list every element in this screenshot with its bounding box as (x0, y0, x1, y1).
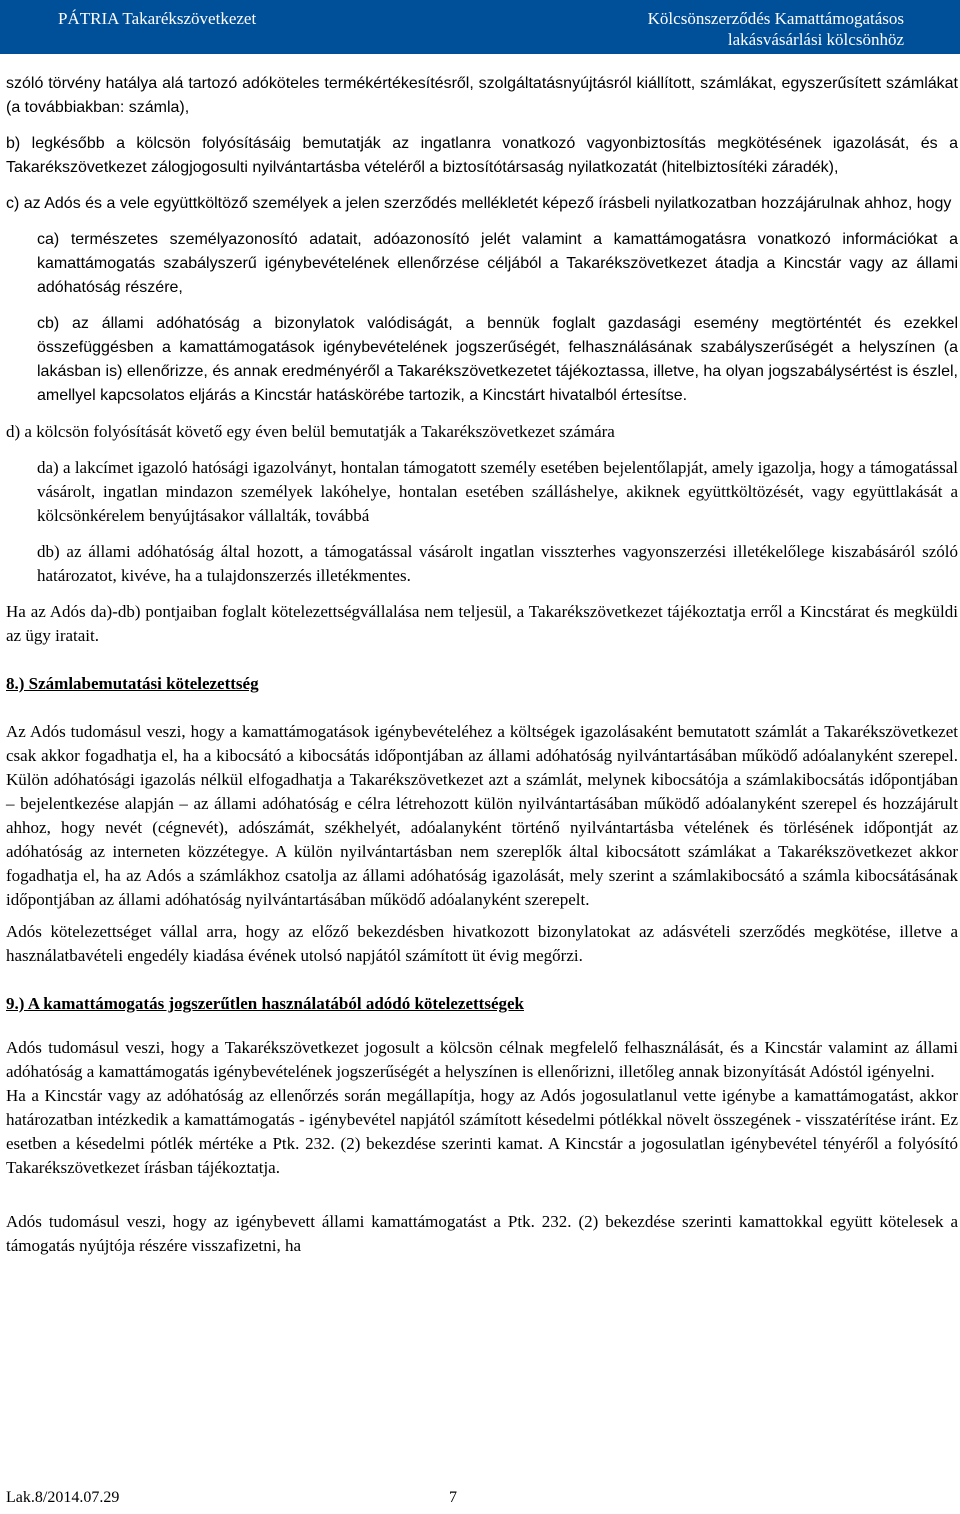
paragraph: Az Adós tudomásul veszi, hogy a kamattámogatások igénybevételéhez a költségek igazolásaként bemutatott számlát a Takarékszövetkezet csak akkor fogadhatja el, ha a kibocsátó a kibocsátás időpontjában az állami adóhatóság nyilvántartásában működő adóalanyként szerepel. Külön adóhatósági igazolás nélkül elfogadhatja a Takarékszövetkezet azt a számlát, melynek kibocsátója a számlakibocsátás időpontjában – bejelentkezése alapján – az állami adóhatóság e célra létrehozott külön nyilvántartásában működő adóalanyként szerepel és hozzájárult ahhoz, hogy nevét (cégnevét), adószámát, székhelyét, adóalanyként történő nyilvántartásba vételének és törlésének időpontját az adóhatóság az interneten közzétegye. A külön nyilvántartásban nem szereplők által kibocsátott számlákat a Takarékszövetkezet akkor fogadhatja el, ha az Adós a számlákhoz csatolja az állami adóhatóság igazolását, mely szerint a számlakibocsátó a számla kibocsátásának időpontjában az állami adóhatóság nyilvántartásában működő adóalanyként szerepelt. (6, 722, 958, 909)
paragraph-b: b) legkésőbb a kölcsön folyósításáig bemutatják az ingatlanra vonatkozó vagyonbiztosítás megkötésének igazolását, és a Takarékszövetkezet zálogjogosulti nyilvántartásba vételéről a biztosítótársaság nyilatkozatát (hitelbiztosítéki záradék), (6, 135, 958, 176)
paragraph-ca: ca) természetes személyazonosító adatait, adóazonosító jelét valamint a kamattámogatásra vonatkozó információkat a kamattámogatás szabályszerű igénybevételének ellenőrzése céljából a Takarékszövetkezet átadja a Kincstár vagy az állami adóhatóság részére, (37, 231, 958, 296)
section-heading-9: 9.) A kamattámogatás jogszerűtlen használatából adódó kötelezettségek (6, 994, 524, 1013)
page-header (0, 0, 960, 54)
paragraph: szóló törvény hatálya alá tartozó adóköteles termékértékesítésről, szolgáltatásnyújtásról kiállított, számlákat, egyszerűsített számlákat (a továbbiakban: számla), (6, 75, 958, 116)
paragraph-cb: cb) az állami adóhatóság a bizonylatok valódiságát, a bennük foglalt gazdasági esemény megtörténtét és ezekkel összefüggésben a kamattámogatások igénybevételének jogszerűségét, felhasználásának szabályszerűségét a helyszínen (a lakásban is) ellenőrizze, és annak eredményéről a Takarékszövetkezetet tájékoztassa, illetve, ha olyan jogszabálysértést is észlel, amellyel kapcsolatos eljárás a Kincstár hatáskörébe tartozik, a Kincstárt hivatalból értesítse. (37, 315, 958, 404)
paragraph-db: db) az állami adóhatóság által hozott, a támogatással vásárolt ingatlan visszterhes vagyonszerzési illetékelőlege kiszabásáról szóló határozatot, kivéve, ha a tulajdonszerzés illetékmentes. (37, 542, 958, 585)
header-document-title: Kölcsönszerződés Kamattámogatásos lakásvásárlási kölcsönhöz (647, 9, 904, 49)
footer-reference: Lak.8/2014.07.29 (6, 1489, 120, 1506)
document-body (6, 72, 958, 1258)
section-heading-8: 8.) Számlabemutatási kötelezettség (6, 674, 259, 693)
paragraph-d: d) a kölcsön folyósítását követő egy éven belül bemutatják a Takarékszövetkezet számára (6, 422, 615, 441)
paragraph: Adós tudomásul veszi, hogy az igénybevett állami kamattámogatást a Ptk. 232. (2) bekezdése szerinti kamattokkal együtt kötelesek a támogatás nyújtója részére visszafizetni, ha (6, 1212, 958, 1255)
sans-section (6, 72, 958, 408)
paragraph: Adós kötelezettséget vállal arra, hogy az előző bekezdésben hivatkozott bizonylatokat az adásvételi szerződés megkötése, illetve a használatbavételi engedély kiadása évének utolsó napjától számított üt évig megőrzi. (6, 922, 958, 965)
paragraph-da: da) a lakcímet igazoló hatósági igazolványt, hontalan támogatott személy esetében bejelentőlapját, amely igazolja, hogy a támogatással vásárolt, ingatlan mindazon személyek lakóhelye, hontalan esetében szálláshelye, akiknek együttköltözését, vagy együttlakását a kölcsönkérelem benyújtásakor vállalták, továbbá (37, 458, 958, 525)
paragraph: Ha az Adós da)-db) pontjaiban foglalt kötelezettségvállalása nem teljesül, a Takarékszövetkezet tájékoztatja erről a Kincstárat és megküldi az ügy iratait. (6, 602, 958, 645)
page-number: 7 (449, 1489, 457, 1506)
paragraph: Adós tudomásul veszi, hogy a Takarékszövetkezet jogosult a kölcsön célnak megfelelő felhasználását, és a Kincstár valamint az állami adóhatóság a kamattámogatás igénybevételének jogszerűségét a helyszínen is ellenőrizni, illetőleg annak bizonyítását Adóstól igényelni. (6, 1038, 958, 1081)
header-bank-name: PÁTRIA Takarékszövetkezet (58, 9, 257, 28)
paragraph: Ha a Kincstár vagy az adóhatóság az ellenőrzés során megállapítja, hogy az Adós jogosulatlanul vette igénybe a kamattámogatást, akkor határozatban intézkedik a kamattámogatás - igénybevétel napjától számított késedelmi pótlékkal növelt összegének - visszatérítése iránt. Ez esetben a késedelmi pótlék mértéke a Ptk. 232. (2) bekezdése szerinti kamat. A Kincstár a jogosulatlan igénybevétel tényéről a folyósító Takarékszövetkezet írásban tájékoztatja. (6, 1086, 958, 1177)
paragraph-c: c) az Adós és a vele együttköltöző személyek a jelen szerződés mellékletét képező írásbeli nyilatkozatban hozzájárulnak ahhoz, hogy (6, 195, 952, 212)
